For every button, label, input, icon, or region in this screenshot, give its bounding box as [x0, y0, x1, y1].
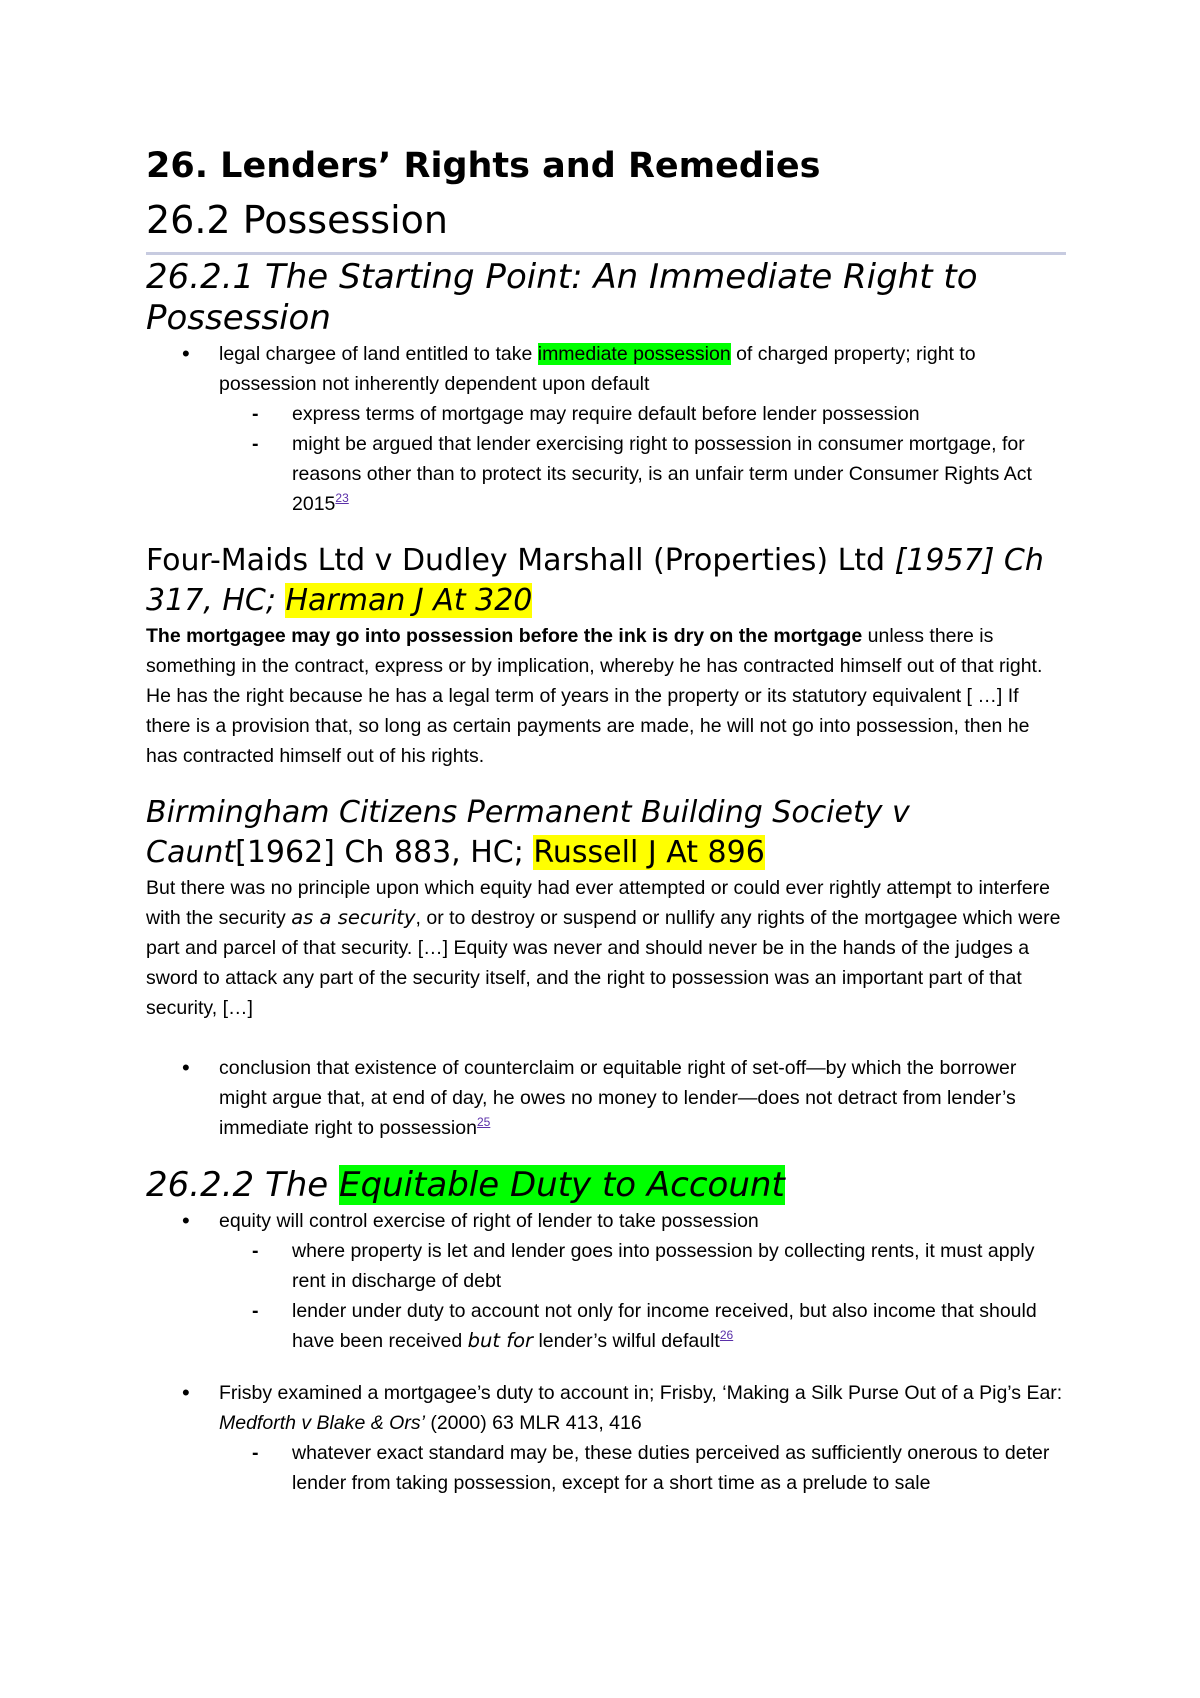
highlight-immediate-possession: immediate possession [537, 343, 731, 365]
section-heading: 26.2 Possession [146, 192, 1066, 255]
footnote-link-23[interactable]: 23 [335, 491, 349, 505]
list-item: - express terms of mortgage may require default before lender possession [219, 399, 1066, 429]
starting-point-list [146, 339, 1066, 519]
subsection-heading-duty-to-account: 26.2.2 The Equitable Duty to Account [146, 1165, 785, 1205]
list-item: • Frisby examined a mortgagee’s duty to account in; Frisby, ‘Making a Silk Purse Out of a Pig’s Ear: Medforth v Blake & Ors’ (2000) 63 MLR 413, 416 - whatever exact standard may be, these duties perceived as sufficiently onerous to deter lender from taking possession, except for a short time as a prelude to sale [146, 1378, 1066, 1498]
sub-list [219, 399, 1066, 519]
quote-birmingham: But there was no principle upon which equity had ever attempted or could ever rightly attempt to interfere with the security as a security, or to destroy or suspend or nullify any rights of the mortgagee which were part and parcel of that security. […] Equity was never and should never be in the hands of the judges a sword to attack any part of the security itself, and the right to possession was an important part of that security, […] [146, 877, 1061, 1019]
subsection-heading-starting-point: 26.2.1 The Starting Point: An Immediate Right to Possession [146, 257, 978, 338]
sub-list [219, 1438, 1066, 1498]
sub-list [219, 1236, 1066, 1356]
highlight-judge-harman: Harman J At 320 [285, 583, 533, 618]
highlight-judge-russell: Russell J At 896 [533, 835, 765, 870]
case-heading-birmingham: Birmingham Citizens Permanent Building Society v Caunt[1962] Ch 883, HC; Russell J At 896 [146, 795, 910, 870]
conclusion-list [146, 1053, 1066, 1143]
footnote-link-25[interactable]: 25 [476, 1115, 491, 1129]
duty-list [146, 1206, 1066, 1356]
frisby-list [146, 1378, 1066, 1498]
highlight-equitable-duty: Equitable Duty to Account [339, 1165, 785, 1205]
list-item: - lender under duty to account not only for income received, but also income that should have been received but for lender’s wilful default$^{26}$ [219, 1296, 1066, 1356]
document-page [146, 140, 1066, 1498]
case-heading-four-maids: Four-Maids Ltd v Dudley Marshall (Properties) Ltd [1957] Ch 317, HC; Harman J At 320 [146, 543, 1044, 618]
list-item: - might be argued that lender exercising right to possession in consumer mortgage, for reasons other than to protect its security, is an unfair term under Consumer Rights Act 2015$^{23}$ [219, 429, 1066, 519]
footnote-link-26[interactable]: 26 [719, 1328, 734, 1342]
list-item: - where property is let and lender goes into possession by collecting rents, it must apply rent in discharge of debt [219, 1236, 1066, 1296]
quote-four-maids: The mortgagee may go into possession before the ink is dry on the mortgage unless there is something in the contract, express or by implication, whereby he has contracted himself out of that right. He has the right because he has a legal term of years in the property or its statutory equivalent [ …] If there is a provision that, so long as certain payments are made, he will not go into possession, then he has contracted himself out of his rights. [146, 625, 1043, 767]
list-item: • legal chargee of land entitled to take immediate possession of charged property; right to possession not inherently dependent upon default - express terms of mortgage may require default before lender possession - might be argued that lender exercising right to possession in consumer mortgage, for reasons other than to protect its security, is an unfair term under Consumer Rights Act 2015$^{23}$ [146, 339, 1066, 519]
list-item: - whatever exact standard may be, these duties perceived as sufficiently onerous to deter lender from taking possession, except for a short time as a prelude to sale [219, 1438, 1066, 1498]
document-title: 26. Lenders’ Rights and Remedies [146, 146, 821, 186]
list-item: • equity will control exercise of right of lender to take possession - where property is let and lender goes into possession by collecting rents, it must apply rent in discharge of debt - lender under duty to account not only for income received, but also income that should have been received but for lender’s wilful default$^{26}$ [146, 1206, 1066, 1356]
list-item: • conclusion that existence of counterclaim or equitable right of set-off—by which the borrower might argue that, at end of day, he owes no money to lender—does not detract from lender’s immediate right to possession$^{25}$ [146, 1053, 1066, 1143]
